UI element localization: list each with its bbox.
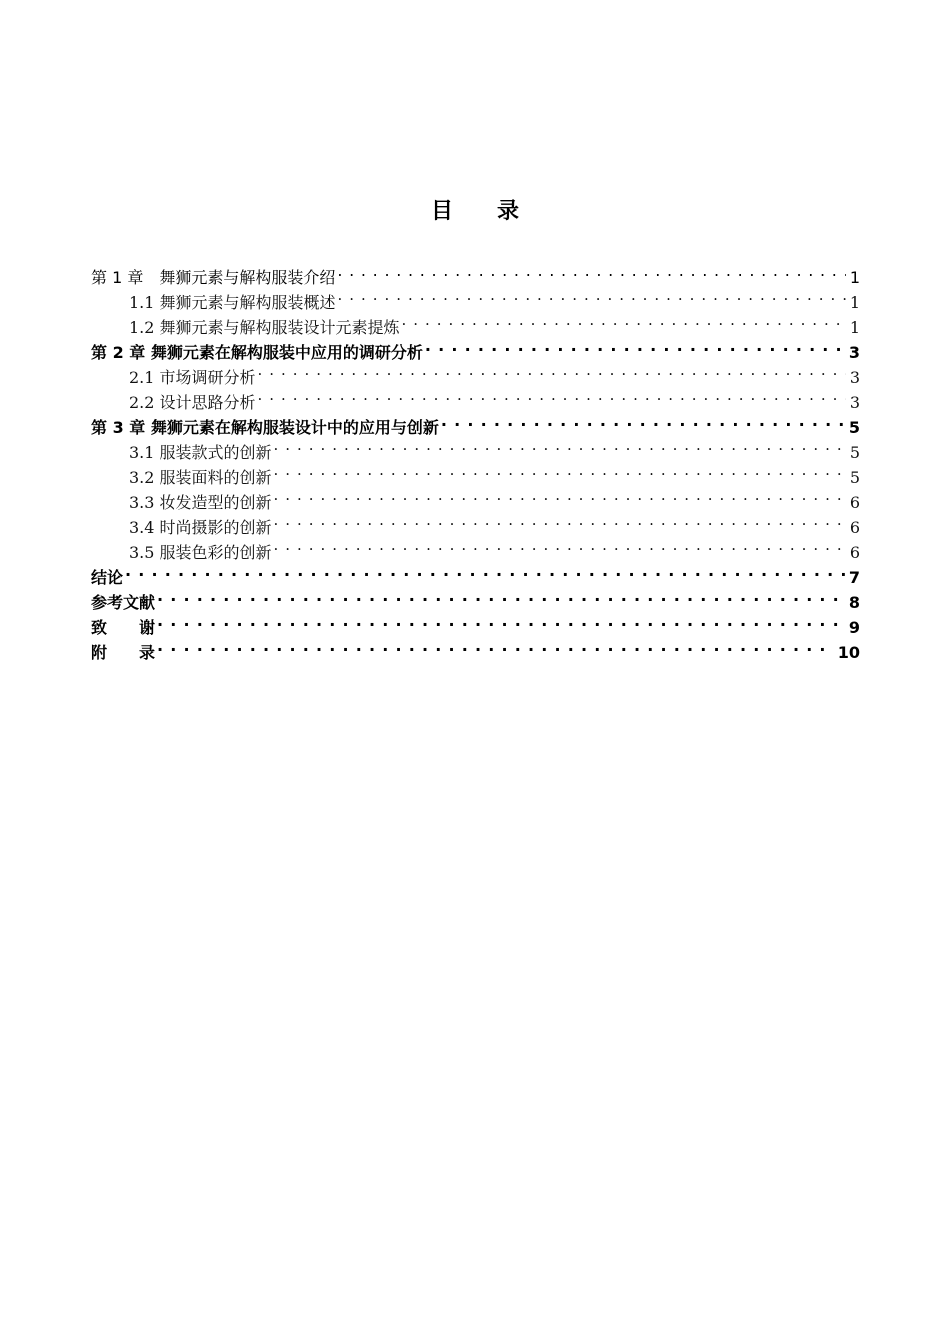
toc-entry-page: 5 <box>846 440 860 465</box>
toc-entry-label: 第 3 章 舞狮元素在解构服装设计中的应用与创新 <box>91 418 439 437</box>
dot-leader <box>272 483 846 508</box>
toc-entry-page: 9 <box>845 615 860 640</box>
dot-leader <box>272 508 846 533</box>
toc-entry-page: 3 <box>846 365 860 390</box>
dot-leader <box>256 358 846 383</box>
dot-leader <box>272 533 846 558</box>
dot-leader <box>400 308 846 333</box>
toc-entry-label: 3.4 时尚摄影的创新 <box>129 518 272 537</box>
dot-leader <box>155 633 834 658</box>
toc-entry-label: 第 1 章 舞狮元素与解构服装介绍 <box>91 268 336 287</box>
toc-entry-label: 参考文献 <box>91 593 156 612</box>
toc-entry-page: 6 <box>846 490 860 515</box>
toc-entry-page: 10 <box>834 640 860 665</box>
toc-entry-label: 结论 <box>91 568 124 587</box>
table-of-contents <box>91 258 860 662</box>
toc-entry[interactable] <box>91 633 860 662</box>
dot-leader <box>439 408 845 433</box>
dot-leader <box>123 558 845 583</box>
toc-entry-label: 2.2 设计思路分析 <box>129 393 256 412</box>
toc-entry-page: 6 <box>846 540 860 565</box>
toc-entry[interactable] <box>91 608 860 637</box>
toc-entry-page: 5 <box>845 415 860 440</box>
toc-entry-label: 1.1 舞狮元素与解构服装概述 <box>129 293 336 312</box>
toc-entry-page: 6 <box>846 515 860 540</box>
dot-leader <box>335 258 845 283</box>
toc-entry-label: 致 谢 <box>91 618 156 637</box>
toc-entry-page: 1 <box>846 315 860 340</box>
toc-entry-label: 3.2 服装面料的创新 <box>129 468 272 487</box>
toc-entry[interactable] <box>91 258 860 287</box>
toc-entry[interactable] <box>91 583 860 612</box>
toc-entry-label: 第 2 章 舞狮元素在解构服装中应用的调研分析 <box>91 343 423 362</box>
toc-entry[interactable] <box>91 558 860 587</box>
dot-leader <box>155 608 845 633</box>
toc-entry-page: 7 <box>845 565 860 590</box>
toc-entry-page: 3 <box>845 340 860 365</box>
page-title: 目 录 <box>430 199 519 224</box>
dot-leader <box>272 433 846 458</box>
toc-entry-label: 3.5 服装色彩的创新 <box>129 543 272 562</box>
toc-entry-page: 1 <box>846 290 860 315</box>
toc-entry-label: 2.1 市场调研分析 <box>129 368 256 387</box>
toc-entry-label: 附 录 <box>91 643 156 662</box>
toc-entry-label: 1.2 舞狮元素与解构服装设计元素提炼 <box>129 318 400 337</box>
toc-entry-page: 3 <box>846 390 860 415</box>
toc-entry-label: 3.1 服装款式的创新 <box>129 443 272 462</box>
dot-leader <box>423 333 845 358</box>
dot-leader <box>256 383 846 408</box>
dot-leader <box>336 283 846 308</box>
dot-leader <box>272 458 846 483</box>
toc-entry-page: 1 <box>846 265 860 290</box>
dot-leader <box>155 583 845 608</box>
toc-entry-label: 3.3 妆发造型的创新 <box>129 493 272 512</box>
toc-entry-page: 5 <box>846 465 860 490</box>
toc-entry-page: 8 <box>845 590 860 615</box>
